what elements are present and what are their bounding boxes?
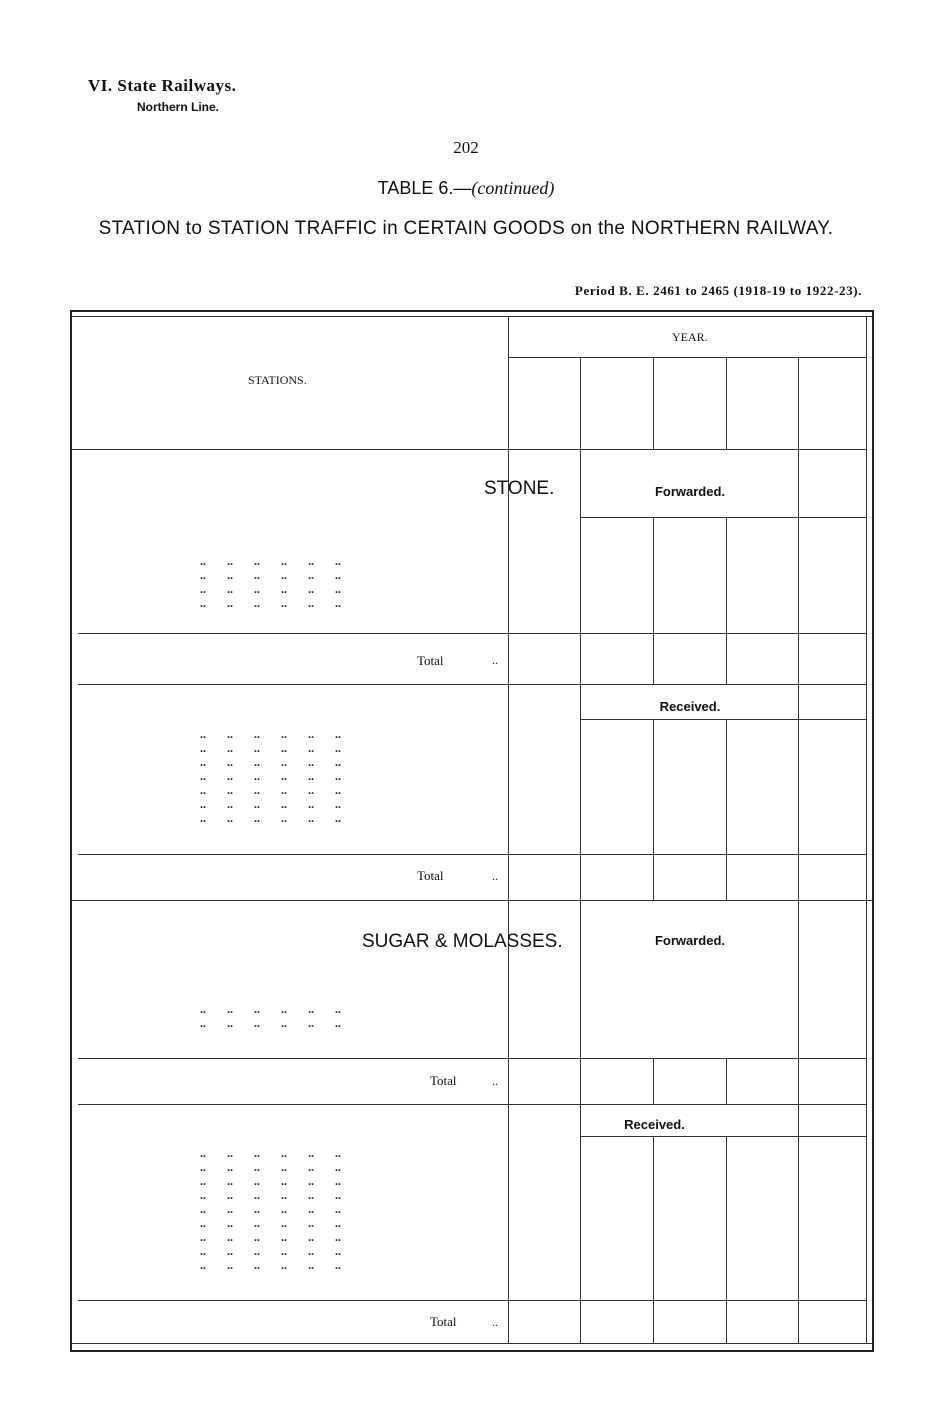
- table-rule-horizontal: [508, 357, 866, 358]
- table-rule-horizontal: [78, 633, 866, 634]
- table-frame: [70, 310, 874, 1352]
- table-rule-horizontal: [78, 684, 866, 685]
- table-rule-vertical: [726, 517, 727, 633]
- sugar-received-total-label: Total: [430, 1314, 457, 1329]
- leader-dots: .. .. .. .. .. ..: [200, 596, 341, 610]
- section-heading: VI. State Railways.: [88, 76, 237, 95]
- leader-dots: .. .. .. .. .. ..: [200, 1244, 341, 1258]
- table-rule-horizontal: [580, 517, 866, 518]
- leader-dots: .. .. .. .. .. ..: [200, 582, 341, 596]
- page-title: STATION to STATION TRAFFIC in CERTAIN GOODS on the NORTHERN RAILWAY.: [98, 218, 834, 239]
- leader-dots: .. .. .. .. .. ..: [200, 811, 341, 825]
- period-label: Period B. E. 2461 to 2465 (1918-19 to 1922-23).: [574, 283, 862, 298]
- table-rule-horizontal: [72, 316, 872, 317]
- leader-dots: .. .. .. .. .. ..: [200, 1202, 341, 1216]
- leader-dots: .. .. .. .. .. ..: [200, 1230, 341, 1244]
- table-rule-vertical: [653, 517, 654, 633]
- table-rule-vertical: [726, 1058, 727, 1104]
- table-rule-vertical: [580, 449, 581, 1343]
- table-rule-vertical: [726, 357, 727, 449]
- leader-dots: .. .. .. .. .. ..: [200, 568, 341, 582]
- leader-dots: .. .. .. .. .. ..: [200, 1016, 341, 1030]
- leader-dots: .. .. .. .. .. ..: [200, 1174, 341, 1188]
- table-rule-horizontal: [72, 1343, 872, 1344]
- leader-dots: .. .. .. .. .. ..: [200, 1002, 341, 1016]
- stone-forwarded-total-label: Total: [417, 653, 444, 668]
- leader-dots: .. .. .. .. .. ..: [200, 1160, 341, 1174]
- table-rule-horizontal: [72, 449, 866, 450]
- table-rule-vertical: [866, 316, 867, 1343]
- leader-dots: .. .. .. .. .. ..: [200, 769, 341, 783]
- leader-dots: .. .. .. .. .. ..: [200, 727, 341, 741]
- table-rule-vertical: [653, 357, 654, 449]
- leader-dots: .. .. .. .. .. ..: [200, 783, 341, 797]
- stone-forwarded-label: Forwarded.: [654, 484, 726, 499]
- table-rule-horizontal: [580, 719, 866, 720]
- year-column-header: YEAR.: [672, 330, 708, 344]
- leader-dots: .. .. .. .. .. ..: [200, 741, 341, 755]
- leader-dots: .. .. .. .. .. ..: [200, 797, 341, 811]
- table-rule-vertical: [653, 1136, 654, 1343]
- table-rule-vertical: [726, 633, 727, 684]
- table-rule-vertical: [798, 449, 799, 1343]
- table-rule-horizontal: [78, 1104, 866, 1105]
- page-number: 202: [453, 138, 479, 157]
- stone-received-total-label: Total: [417, 868, 444, 883]
- sugar-forwarded-label: Forwarded.: [654, 933, 726, 948]
- total-dots: ..: [492, 869, 498, 883]
- table-rule-horizontal: [78, 1300, 866, 1301]
- leader-dots: .. .. .. .. .. ..: [200, 1146, 341, 1160]
- table-rule-vertical: [653, 633, 654, 684]
- stone-section-title: STONE.: [484, 478, 555, 499]
- leader-dots: .. .. .. .. .. ..: [200, 1216, 341, 1230]
- total-dots: ..: [492, 1074, 498, 1088]
- table-label: [0, 178, 932, 199]
- table-rule-horizontal: [78, 1058, 866, 1059]
- table-rule-vertical: [726, 719, 727, 900]
- subsection-heading: Northern Line.: [137, 100, 220, 114]
- sugar-section-title: SUGAR & MOLASSES.: [362, 931, 563, 952]
- leader-dots: .. .. .. .. .. ..: [200, 755, 341, 769]
- table-rule-vertical: [653, 1058, 654, 1104]
- table-rule-vertical: [653, 719, 654, 900]
- total-dots: ..: [492, 653, 498, 667]
- table-rule-vertical: [580, 357, 581, 449]
- sugar-received-label: Received.: [624, 1117, 685, 1132]
- leader-dots: .. .. .. .. .. ..: [200, 554, 341, 568]
- sugar-forwarded-total-label: Total: [430, 1073, 457, 1088]
- table-number: TABLE 6.—: [377, 178, 472, 198]
- table-rule-vertical: [726, 1136, 727, 1343]
- table-continued: (continued): [471, 178, 555, 198]
- total-dots: ..: [492, 1315, 498, 1329]
- leader-dots: .. .. .. .. .. ..: [200, 1258, 341, 1272]
- table-rule-horizontal: [72, 900, 872, 901]
- table-rule-horizontal: [580, 1136, 866, 1137]
- leader-dots: .. .. .. .. .. ..: [200, 1188, 341, 1202]
- table-rule-vertical: [798, 357, 799, 449]
- stone-received-label: Received.: [659, 699, 721, 714]
- table-rule-horizontal: [78, 854, 866, 855]
- stations-column-header: STATIONS.: [248, 373, 307, 387]
- table-rule-vertical: [508, 316, 509, 1343]
